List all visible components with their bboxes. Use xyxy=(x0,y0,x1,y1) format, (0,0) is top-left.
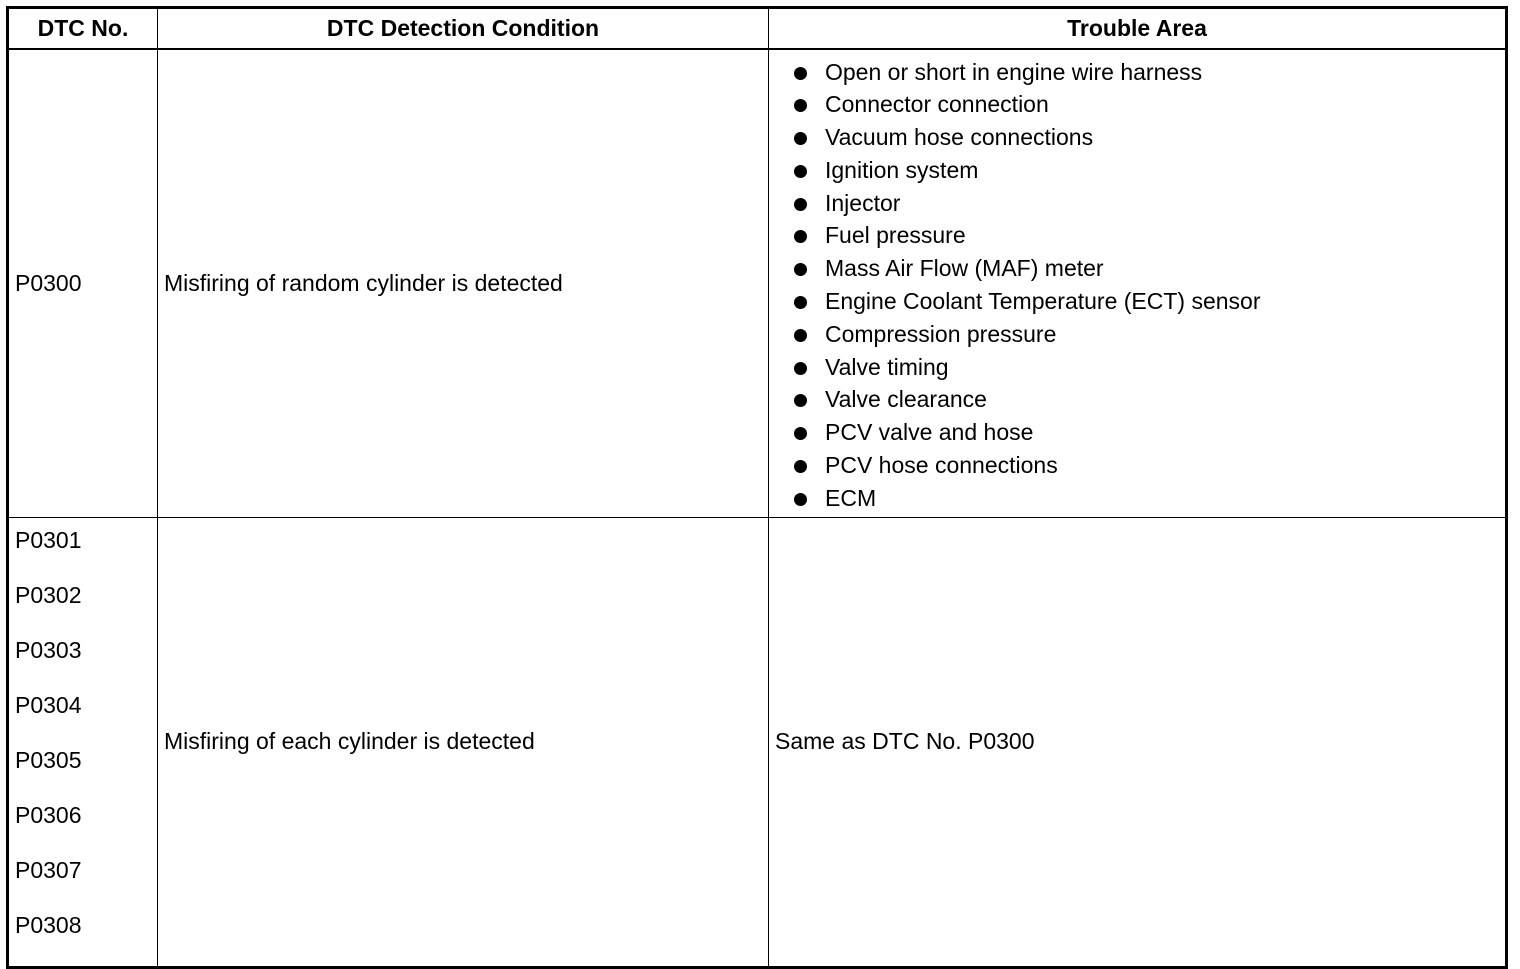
bullet-icon xyxy=(794,493,807,506)
list-item xyxy=(791,123,1505,156)
header-trouble-area: Trouble Area xyxy=(769,8,1507,49)
bullet-icon xyxy=(794,230,807,243)
header-dtc-no: DTC No. xyxy=(8,8,158,49)
trouble-item-label: Injector xyxy=(825,189,901,216)
list-item xyxy=(791,156,1505,189)
table-row xyxy=(8,49,1507,518)
trouble-item-label: Mass Air Flow (MAF) meter xyxy=(825,255,1104,282)
bullet-icon xyxy=(794,67,807,80)
bullet-icon xyxy=(794,198,807,211)
trouble-area-cell xyxy=(769,49,1507,518)
trouble-item-label: Vacuum hose connections xyxy=(825,124,1094,151)
dtc-code: P0302 xyxy=(15,581,82,608)
dtc-code: P0303 xyxy=(15,636,82,663)
bullet-icon xyxy=(794,263,807,276)
list-item xyxy=(791,254,1505,287)
dtc-code: P0304 xyxy=(15,691,82,718)
dtc-code: P0308 xyxy=(15,911,82,938)
bullet-icon xyxy=(794,427,807,440)
list-item xyxy=(791,320,1505,353)
trouble-item-label: Valve clearance xyxy=(825,386,987,413)
list-item xyxy=(791,58,1505,91)
bullet-icon xyxy=(794,394,807,407)
trouble-item-label: PCV valve and hose xyxy=(825,419,1034,446)
condition-cell xyxy=(158,49,769,518)
trouble-item-label: Ignition system xyxy=(825,156,979,183)
trouble-area-list xyxy=(769,50,1505,517)
bullet-icon xyxy=(794,165,807,178)
bullet-icon xyxy=(794,460,807,473)
dtc-code: P0300 xyxy=(15,269,82,296)
trouble-area-reference: Same as DTC No. P0300 xyxy=(775,728,1035,755)
dtc-code-list xyxy=(9,518,157,966)
list-item xyxy=(791,451,1505,484)
header-detection-condition: DTC Detection Condition xyxy=(158,8,769,49)
bullet-icon xyxy=(794,296,807,309)
trouble-item-label: Engine Coolant Temperature (ECT) sensor xyxy=(825,288,1261,315)
condition-cell xyxy=(158,517,769,967)
bullet-icon xyxy=(794,99,807,112)
trouble-item-label: ECM xyxy=(825,484,877,511)
list-item xyxy=(791,484,1505,517)
list-item xyxy=(791,90,1505,123)
dtc-code: P0307 xyxy=(15,856,82,883)
trouble-item-label: Connector connection xyxy=(825,91,1049,118)
list-item xyxy=(791,287,1505,320)
dtc-code: P0305 xyxy=(15,746,82,773)
bullet-icon xyxy=(794,132,807,145)
trouble-item-label: Open or short in engine wire harness xyxy=(825,58,1203,85)
trouble-area-cell xyxy=(769,517,1507,967)
detection-condition: Misfiring of each cylinder is detected xyxy=(164,728,535,755)
detection-condition: Misfiring of random cylinder is detected xyxy=(164,269,563,296)
list-item xyxy=(791,189,1505,222)
trouble-item-label: Compression pressure xyxy=(825,320,1057,347)
bullet-icon xyxy=(794,362,807,375)
dtc-code: P0306 xyxy=(15,801,82,828)
list-item xyxy=(791,353,1505,386)
trouble-item-label: PCV hose connections xyxy=(825,452,1058,479)
dtc-code: P0301 xyxy=(15,526,82,553)
list-item xyxy=(791,385,1505,418)
table-row xyxy=(8,517,1507,967)
list-item xyxy=(791,418,1505,451)
trouble-item-label: Fuel pressure xyxy=(825,222,966,249)
trouble-item-label: Valve timing xyxy=(825,353,949,380)
table-header-row xyxy=(8,8,1507,49)
list-item xyxy=(791,221,1505,254)
dtc-code-cell xyxy=(8,517,158,967)
dtc-table xyxy=(6,6,1508,969)
bullet-icon xyxy=(794,329,807,342)
dtc-code-cell xyxy=(8,49,158,518)
